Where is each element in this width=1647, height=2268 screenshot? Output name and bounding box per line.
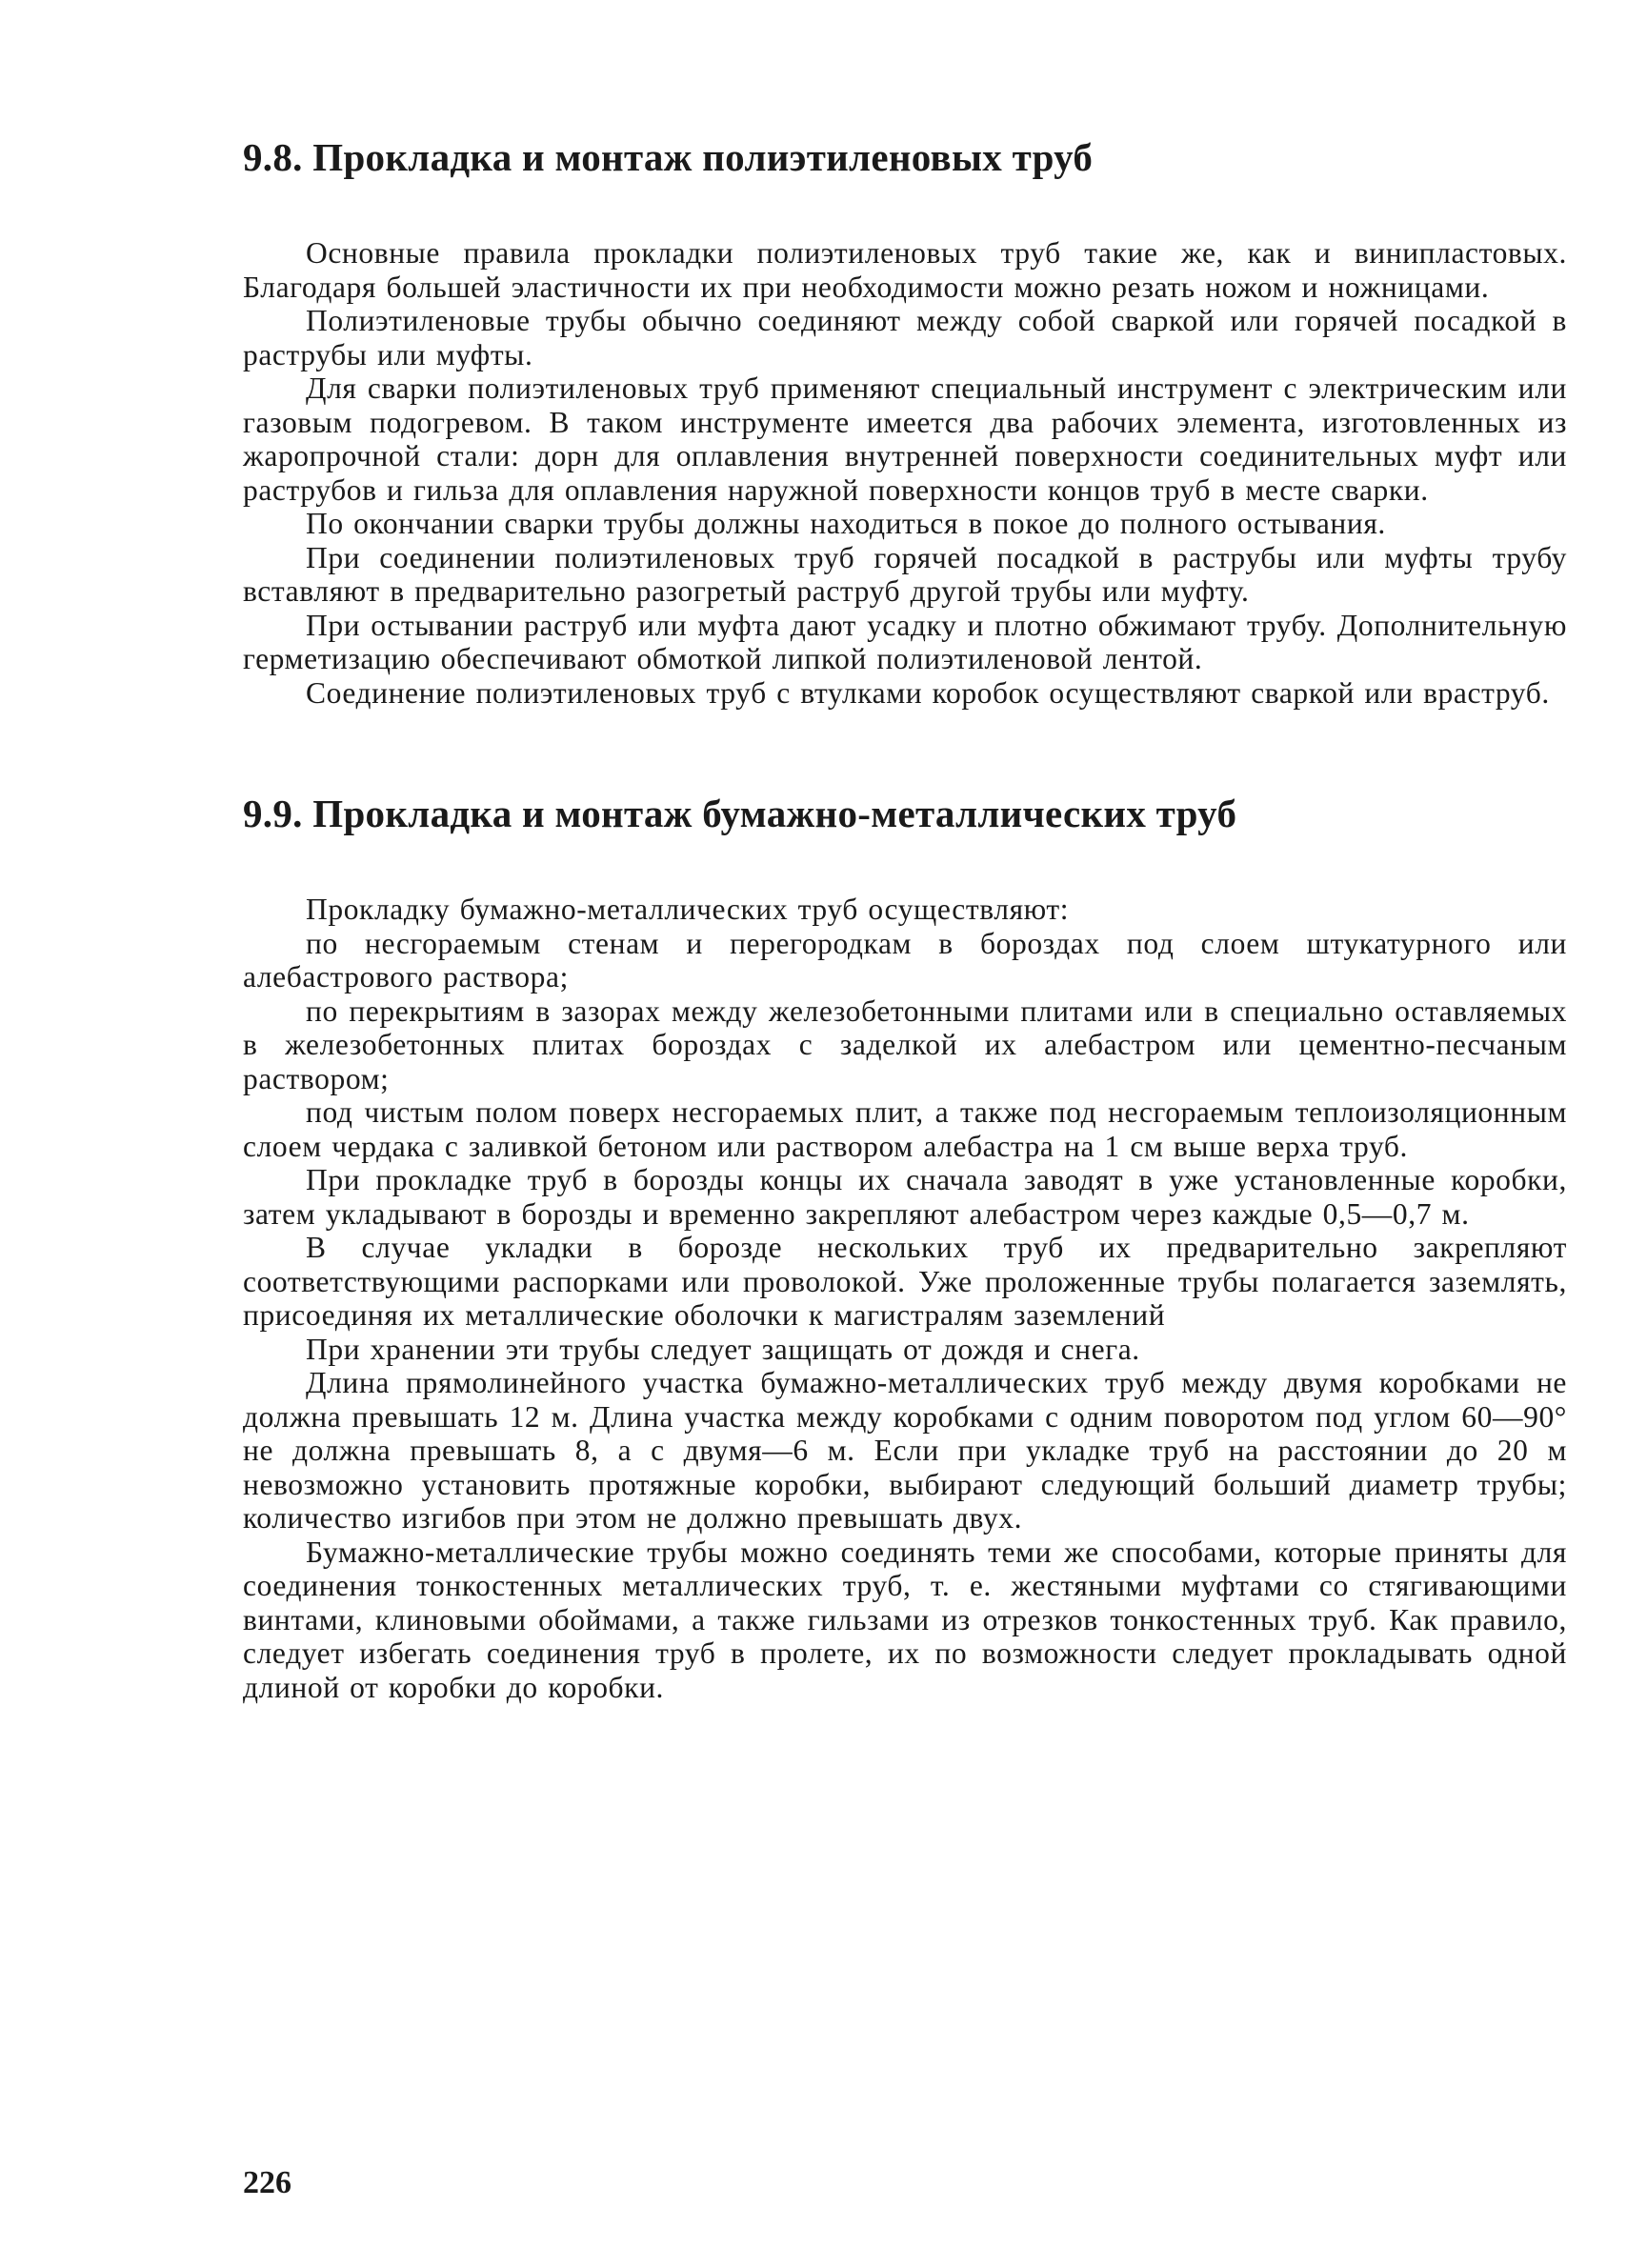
paragraph: В случае укладки в борозде нескольких труб их предварительно закрепляют соответствующими распорками или проволокой. Уже проложенные трубы полагается заземлять, присоединяя их металлические оболочки к магистралям заземлений [243,1231,1567,1332]
paragraph: По окончании сварки трубы должны находиться в покое до полного остывания. [306,507,1386,540]
paragraph: Соединение полиэтиленовых труб с втулками коробок осуществляют сваркой или враструб. [306,675,1550,710]
paragraph: Основные правила прокладки полиэтиленовых труб такие же, как и винипластовых. Благодаря большей эластичности их при необходимости можно резать ножом и ножницами. [243,236,1567,304]
paragraph: Бумажно-металлические трубы можно соединять теми же способами, которые приняты для соединения тонкостенных металлических труб, т. е. жестяными муфтами со стягивающими винтами, клиновыми обоймами, а также гильзами из отрезков тонкостенных труб. Как правило, следует избегать соединения труб в пролете, их по возможности следует прокладывать одной длиной от коробки до коробки. [243,1535,1567,1704]
section-title-9-9: 9.9. Прокладка и монтаж бумажно-металлических труб [243,792,1237,835]
paragraph: по перекрытиям в зазорах между железобетонными плитами или в специально оставляемых в железобетонных плитах бороздах с заделкой их алебастром или цементно-песчаным раствором; [243,994,1567,1095]
paragraph: При остывании раструб или муфта дают усадку и плотно обжимают трубу. Дополнительную герметизацию обеспечивают обмоткой липкой полиэтиленовой лентой. [243,608,1567,675]
section-9-8-body [243,236,1567,710]
paragraph: Длина прямолинейного участка бумажно-металлических труб между двумя коробками не должна превышать 12 м. Длина участка между коробками с одним поворотом под углом 60—90° не должна превышать 8, а с двумя—6 м. Если при укладке труб на расстоянии до 20 м невозможно установить протяжные коробки, выбирают следующий больший диаметр трубы; количество изгибов при этом не должно превышать двух. [243,1366,1567,1535]
paragraph: Прокладку бумажно-металлических труб осуществляют: [306,893,1070,926]
paragraph: Для сварки полиэтиленовых труб применяют специальный инструмент с электрическим или газовым подогревом. В таком инструменте имеется два рабочих элемента, изготовленных из жаропрочной стали: дорн для оплавления внутренней поверхности соединительных муфт или раструбов и гильза для оплавления наружной поверхности концов труб в месте сварки. [243,371,1567,507]
paragraph: При соединении полиэтиленовых труб горячей посадкой в раструбы или муфты трубу вставляют в предварительно разогретый раструб другой трубы или муфту. [243,540,1567,608]
paragraph: При прокладке труб в борозды концы их сначала заводят в уже установленные коробки, затем укладывают в борозды и временно закрепляют алебастром через каждые 0,5—0,7 м. [243,1163,1567,1231]
section-9-9-body [243,893,1567,1704]
paragraph: по несгораемым стенам и перегородкам в бороздах под слоем штукатурного или алебастрового раствора; [243,926,1567,994]
paragraph: Полиэтиленовые трубы обычно соединяют между собой сваркой или горячей посадкой в раструбы или муфты. [243,304,1567,371]
section-title-9-8: 9.8. Прокладка и монтаж полиэтиленовых труб [243,135,1094,179]
paragraph: При хранении эти трубы следует защищать от дождя и снега. [306,1332,1140,1366]
paragraph: под чистым полом поверх несгораемых плит, а также под несгораемым теплоизоляционным слоем чердака с заливкой бетоном или раствором алебастра на 1 см выше верха труб. [243,1095,1567,1163]
page-number: 226 [243,2165,291,2200]
page-content [243,133,1567,1704]
